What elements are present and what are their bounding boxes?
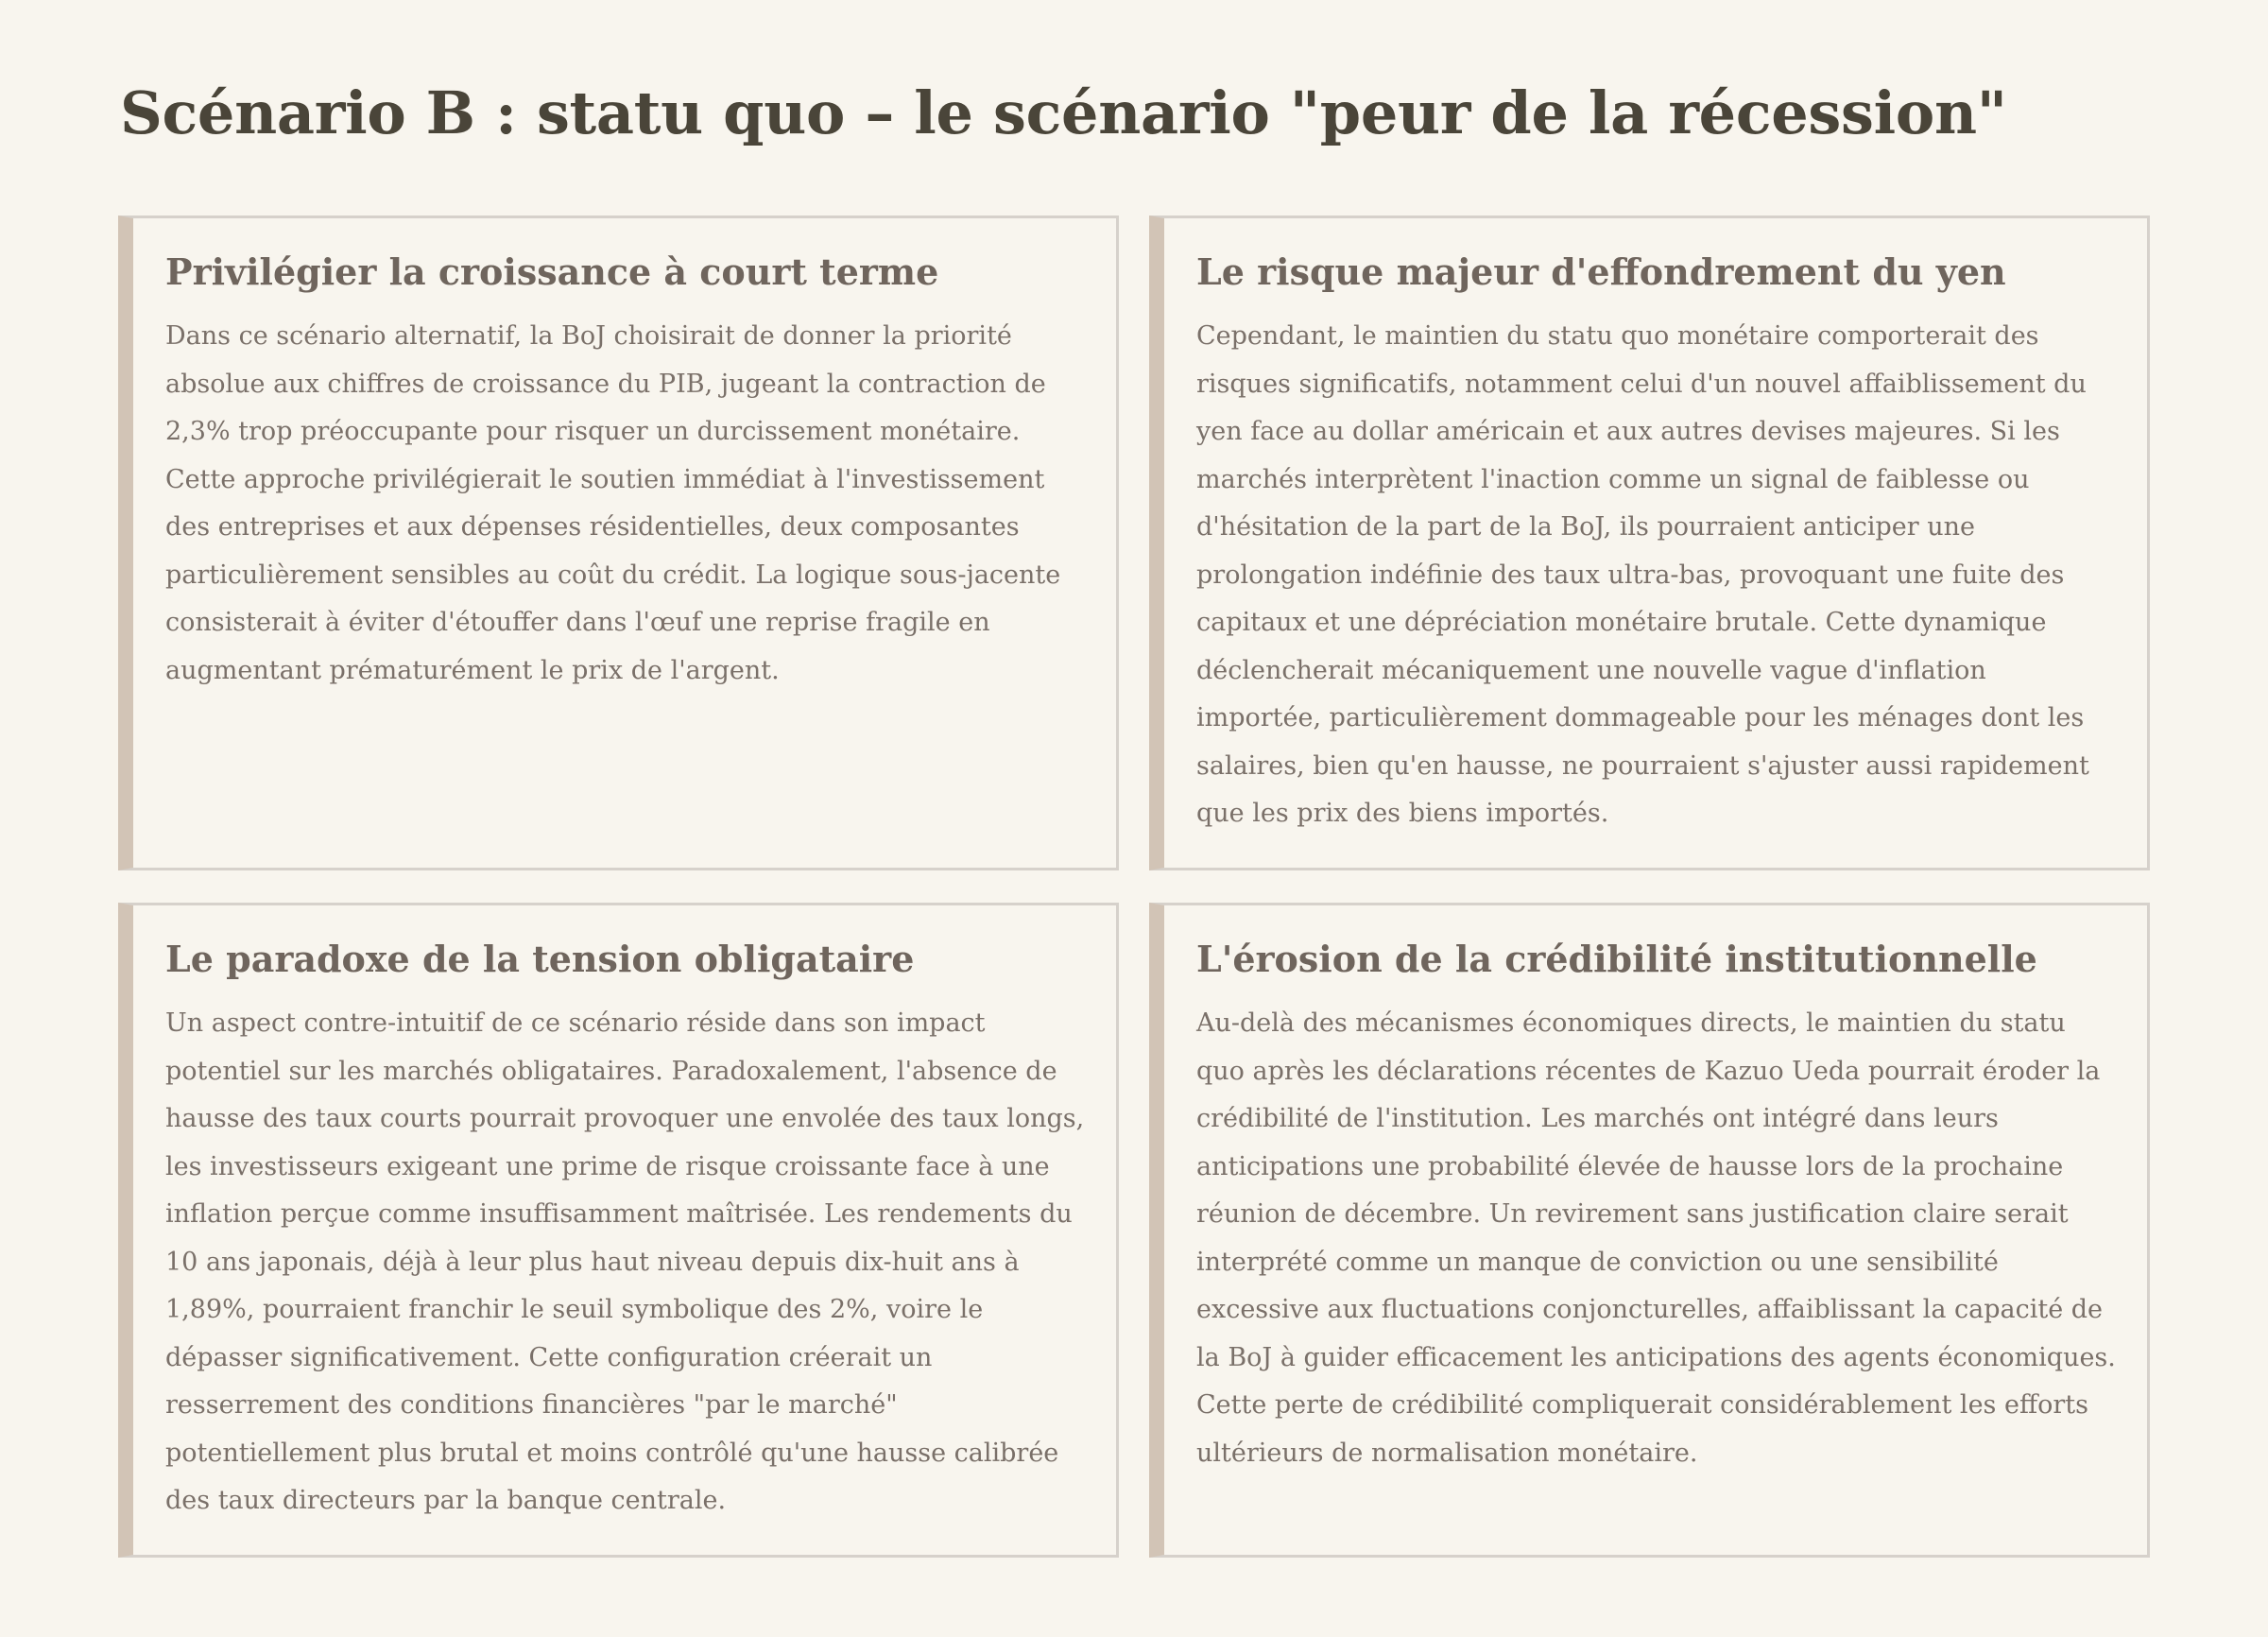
card-title: L'érosion de la crédibilité institutionnelle xyxy=(1196,938,2037,980)
card-yen-collapse-risk xyxy=(1149,215,2150,870)
card-title: Le paradoxe de la tension obligataire xyxy=(165,938,915,980)
card-title: Le risque majeur d'effondrement du yen xyxy=(1196,250,2006,293)
card-title: Privilégier la croissance à court terme xyxy=(165,250,939,293)
card-text: Au-delà des mécanismes économiques directs, le maintien du statu quo après les déclarations récentes de Kazuo Ueda pourrait éroder la crédibilité de l'institution. Les marchés ont intégré dans leurs anticipations une probabilité élevée de hausse lors de la prochaine réunion de décembre. Un revirement sans justification claire serait interprété comme un manque de conviction ou une sensibilité excessive aux fluctuations conjoncturelles, affaiblissant la capacité de la BoJ à guider efficacement les anticipations des agents économiques. Cette perte de crédibilité compliquerait considérablement les efforts ultérieurs de normalisation monétaire. xyxy=(1196,1008,2116,1468)
card-bond-paradox xyxy=(118,903,1119,1558)
card-credibility-erosion xyxy=(1149,903,2150,1558)
card-text: Cependant, le maintien du statu quo monétaire comporterait des risques significatifs, notamment celui d'un nouvel affaiblissement du yen face au dollar américain et aux autres devises majeures. Si les marchés interprètent l'inaction comme un signal de faiblesse ou d'hésitation de la part de la BoJ, ils pourraient anticiper une prolongation indéfinie des taux ultra-bas, provoquant une fuite des capitaux et une dépréciation monétaire brutale. Cette dynamique déclencherait mécaniquement une nouvelle vague d'inflation importée, particulièrement dommageable pour les ménages dont les salaires, bien qu'en hausse, ne pourraient s'ajuster aussi rapidement que les prix des biens importés. xyxy=(1196,321,2089,828)
card-text: Un aspect contre-intuitif de ce scénario réside dans son impact potentiel sur les marchés obligataires. Paradoxalement, l'absence de hausse des taux courts pourrait provoquer une envolée des taux longs, les investisseurs exigeant une prime de risque croissante face à une inflation perçue comme insuffisamment maîtrisée. Les rendements du 10 ans japonais, déjà à leur plus haut niveau depuis dix-huit ans à 1,89%, pourraient franchir le seuil symbolique des 2%, voire le dépasser significativement. Cette configuration créerait un resserrement des conditions financières "par le marché" potentiellement plus brutal et moins contrôlé qu'une hausse calibrée des taux directeurs par la banque centrale. xyxy=(165,1008,1085,1515)
card-text: Dans ce scénario alternatif, la BoJ choisirait de donner la priorité absolue aux chiffres de croissance du PIB, jugeant la contraction de 2,3% trop préoccupante pour risquer un durcissement monétaire. Cette approche privilégierait le soutien immédiat à l'investissement des entreprises et aux dépenses résidentielles, deux composantes particulièrement sensibles au coût du crédit. La logique sous-jacente consisterait à éviter d'étouffer dans l'œuf une reprise fragile en augmentant prématurément le prix de l'argent. xyxy=(165,321,1061,685)
scenario-cards-grid xyxy=(118,215,2150,1558)
card-short-term-growth xyxy=(118,215,1119,870)
page-title: Scénario B : statu quo – le scénario "peur de la récession" xyxy=(120,78,2007,147)
